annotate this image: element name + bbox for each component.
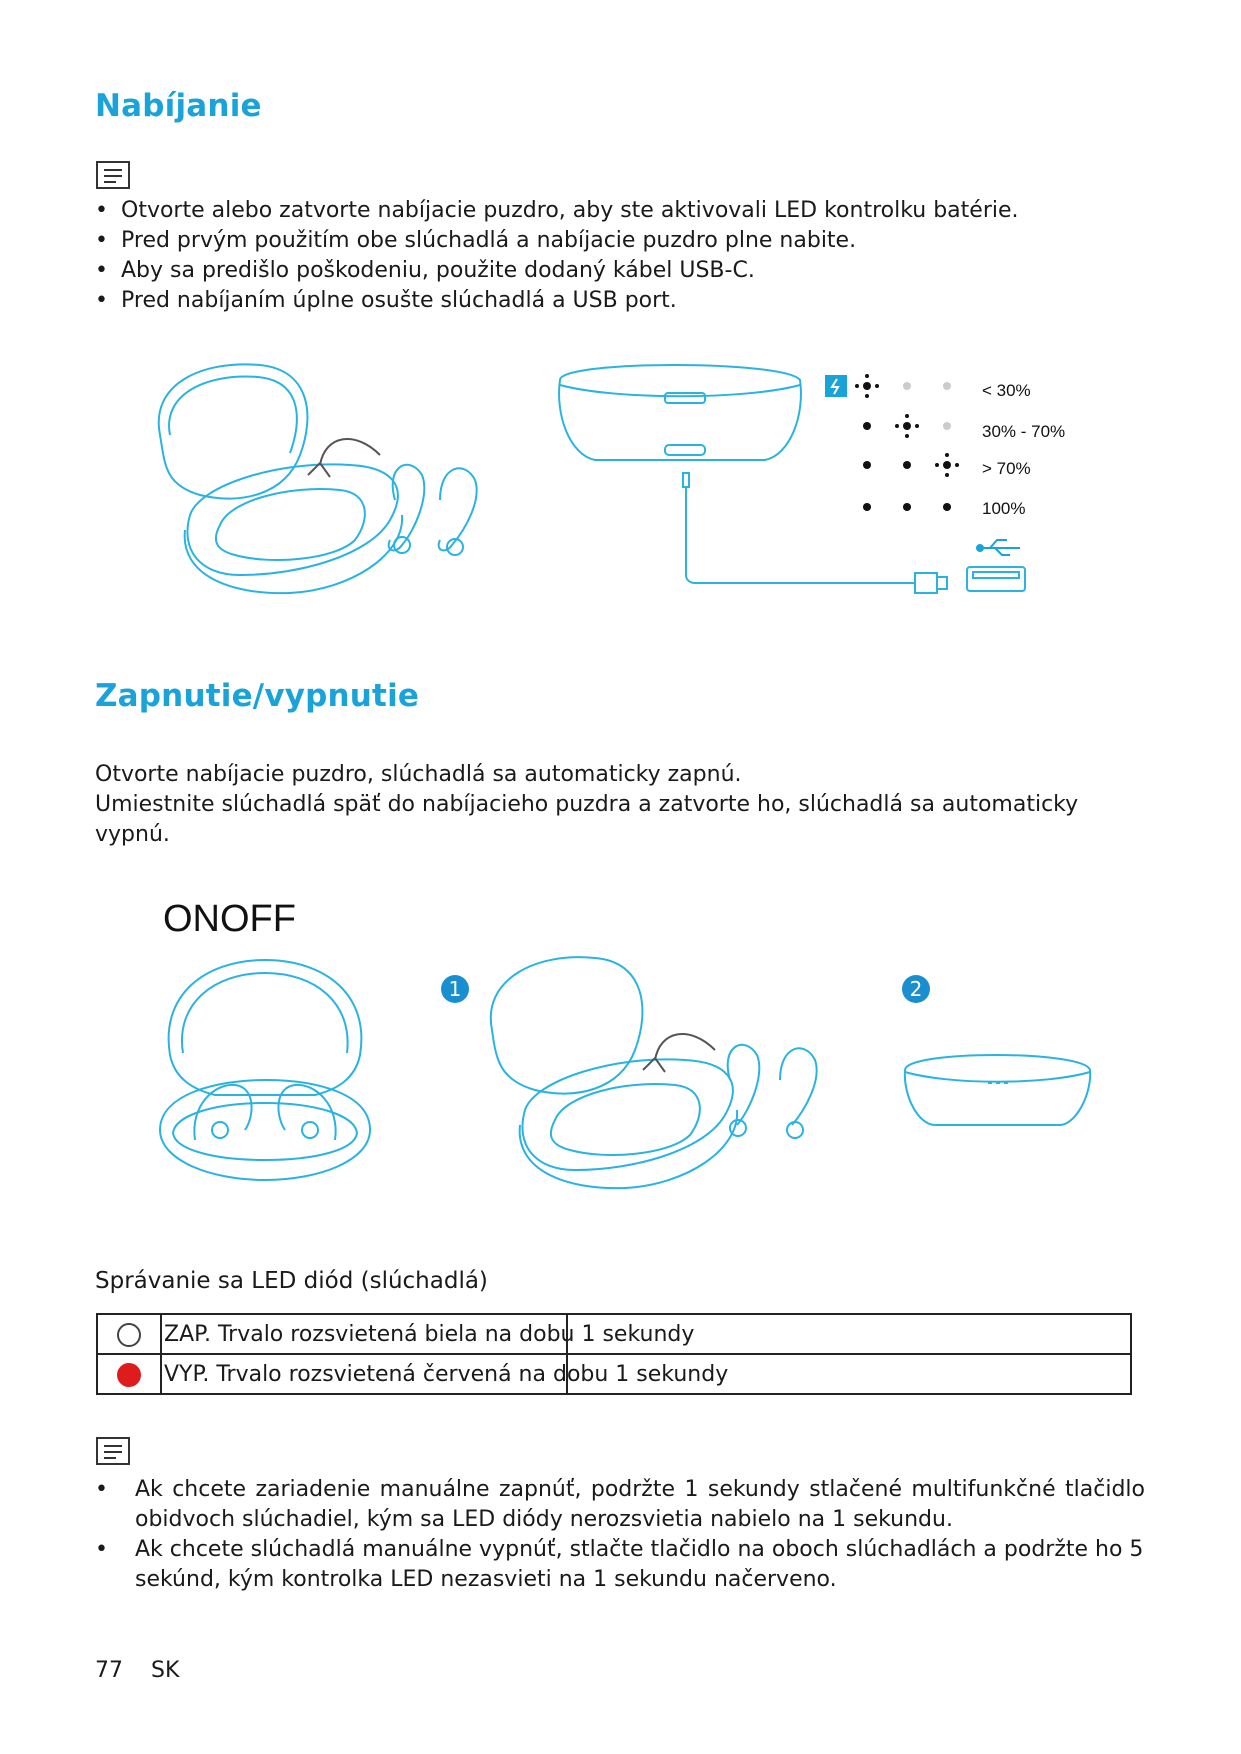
section-title-power: Zapnutie/vypnutie <box>95 678 420 714</box>
list-item: • Ak chcete zariadenie manuálne zapnúť, podržte 1 sekundy stlačené multifunkčné tlačidlo obidvoch slúchadiel, kým sa LED diódy nerozsvietia nabielo na 1 sekundu. <box>95 1475 1145 1535</box>
charging-bullets <box>95 196 1145 316</box>
language-code: SK <box>151 1658 180 1683</box>
note-icon <box>96 1437 130 1465</box>
led-indicator-cell <box>97 1314 161 1354</box>
led-table <box>96 1313 1132 1395</box>
battery-level-label: 30% - 70% <box>982 422 1066 441</box>
table-row <box>97 1354 1131 1394</box>
led-description: ZAP. Trvalo rozsvietená biela na dobu 1 sekundy <box>164 1321 695 1347</box>
open-case-illustration <box>140 355 520 605</box>
list-item: • Otvorte alebo zatvorte nabíjacie puzdro, aby ste aktivovali LED kontrolku batérie. <box>95 196 1145 226</box>
led-description-cell <box>161 1354 1131 1394</box>
red-led-icon <box>117 1363 141 1387</box>
led-indicator-cell <box>97 1354 161 1394</box>
table-row <box>97 1314 1131 1354</box>
power-description <box>95 760 1145 850</box>
open-case-earbuds-illustration <box>155 955 380 1190</box>
section-title-charging: Nabíjanie <box>95 88 262 124</box>
figure-label: ONOFF <box>163 898 296 940</box>
led-description: VYP. Trvalo rozsvietená červená na dobu 1 sekundy <box>164 1361 729 1387</box>
power-line-1: Otvorte nabíjacie puzdro, slúchadlá sa automaticky zapnú. <box>95 762 742 787</box>
led-description-cell <box>161 1314 1131 1354</box>
step-2-badge: 2 <box>902 975 930 1003</box>
led-table-title: Správanie sa LED diód (slúchadlá) <box>95 1268 488 1294</box>
power-line-2: Umiestnite slúchadlá späť do nabíjacieho puzdra a zatvorte ho, slúchadlá sa automaticky vypnú. <box>95 792 1079 847</box>
list-item: • Pred prvým použitím obe slúchadlá a nabíjacie puzdro plne nabite. <box>95 226 1145 256</box>
list-item: • Pred nabíjaním úplne osušte slúchadlá a USB port. <box>95 286 1145 316</box>
page-number: 77 <box>95 1658 123 1683</box>
step-1-illustration <box>480 950 850 1195</box>
battery-level-label: 100% <box>982 499 1026 518</box>
page-footer <box>95 1658 179 1683</box>
battery-level-label: > 70% <box>982 459 1031 478</box>
charging-case-cable-illustration <box>555 355 1055 605</box>
manual-power-notes <box>95 1475 1145 1595</box>
note-icon <box>96 161 130 189</box>
list-item: • Aby sa predišlo poškodeniu, použite dodaný kábel USB-C. <box>95 256 1145 286</box>
step-1-badge: 1 <box>441 975 469 1003</box>
white-led-icon <box>117 1323 141 1347</box>
list-item: • Ak chcete slúchadlá manuálne vypnúť, stlačte tlačidlo na oboch slúchadlách a podržte ho 5 sekúnd, kým kontrolka LED nezasvieti na 1 sekundu načerveno. <box>95 1535 1145 1595</box>
step-2-closed-case-illustration <box>900 1040 1100 1130</box>
battery-level-label: < 30% <box>982 381 1031 400</box>
